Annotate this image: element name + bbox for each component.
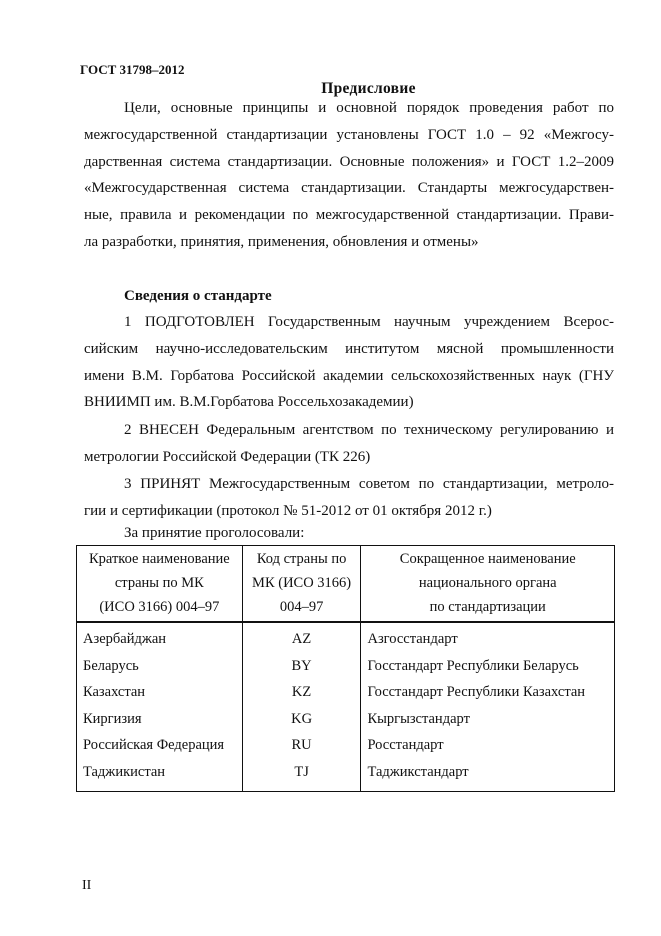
item-introduced <box>84 417 614 471</box>
text-line: сийским научно-исследовательским институтом мясной промышленности <box>84 340 614 357</box>
document-code: ГОСТ 31798–2012 <box>80 62 185 77</box>
header-body <box>361 546 615 623</box>
text-line: гии и сертификации (протокол № 51-2012 от 01 октября 2012 г.) <box>84 502 492 519</box>
cell-country: Казахстан <box>77 679 243 706</box>
text-line: 3 ПРИНЯТ Межгосударственным советом по стандартизации, метроло- <box>124 476 614 492</box>
cell-code: BY <box>242 653 361 680</box>
text-line: ВНИИМП им. В.М.Горбатова Россельхозакадемии) <box>84 394 414 411</box>
header-country <box>77 546 243 623</box>
text-line: «Межгосударственная система стандартизации. Стандарты межгосударствен- <box>84 180 614 197</box>
header-line: национального органа <box>418 575 557 591</box>
text-line: Цели, основные принципы и основной порядок проведения работ по <box>124 100 614 116</box>
header-code <box>242 546 361 623</box>
member-states-table <box>76 545 615 792</box>
table-row <box>77 759 615 792</box>
cell-body: Росстандарт <box>361 732 615 759</box>
table-row <box>77 622 615 653</box>
cell-country: Киргизия <box>77 706 243 733</box>
header-line: 004–97 <box>279 599 324 615</box>
item-adopted <box>84 471 614 525</box>
cell-body: Госстандарт Республики Беларусь <box>361 653 615 680</box>
cell-body: Таджикстандарт <box>361 759 615 792</box>
cell-country: Таджикистан <box>77 759 243 792</box>
text-line: 2 ВНЕСЕН Федеральным агентством по техническому регулированию и <box>124 422 614 438</box>
text-line: межгосударственной стандартизации установлены ГОСТ 1.0 – 92 «Межгосу- <box>84 126 614 143</box>
cell-code: AZ <box>242 622 361 653</box>
page-number: II <box>82 878 92 893</box>
cell-code: TJ <box>242 759 361 792</box>
cell-code: RU <box>242 732 361 759</box>
header-line: Код страны по <box>256 551 347 567</box>
header-line: Краткое наименование <box>88 551 230 567</box>
header-line: МК (ИСО 3166) <box>252 575 352 591</box>
text-line: 1 ПОДГОТОВЛЕН Государственным научным учреждением Всерос- <box>124 314 614 330</box>
text-line: ные, правила и рекомендации по межгосударственной стандартизации. Прави- <box>84 207 614 224</box>
cell-body: Госстандарт Республики Казахстан <box>361 679 615 706</box>
cell-code: KG <box>242 706 361 733</box>
table-row <box>77 653 615 680</box>
text-line: ла разработки, принятия, применения, обновления и отмены» <box>84 233 479 250</box>
cell-country: Российская Федерация <box>77 732 243 759</box>
cell-body: Азгосстандарт <box>361 622 615 653</box>
header-line: страны по МК <box>114 575 204 591</box>
header-line: по стандартизации <box>429 599 546 615</box>
cell-body: Кыргызстандарт <box>361 706 615 733</box>
table-row <box>77 732 615 759</box>
text-line: имени В.М. Горбатова Российской академии сельскохозяйственных наук (ГНУ <box>84 367 614 384</box>
voted-label: За принятие проголосовали: <box>124 525 305 541</box>
page-title-text: Предисловие <box>321 80 416 97</box>
foreword-paragraph <box>84 95 614 256</box>
cell-code: KZ <box>242 679 361 706</box>
cell-country: Азербайджан <box>77 622 243 653</box>
item-prepared <box>84 309 614 416</box>
table-row <box>77 679 615 706</box>
header-line: (ИСО 3166) 004–97 <box>99 599 220 615</box>
text-line: дарственная система стандартизации. Основные положения» и ГОСТ 1.2–2009 <box>84 153 614 170</box>
table-row <box>77 706 615 733</box>
header-line: Сокращенное наименование <box>399 551 576 567</box>
section-heading: Сведения о стандарте <box>124 288 272 304</box>
text-line: метрологии Российской Федерации (ТК 226) <box>84 448 371 465</box>
cell-country: Беларусь <box>77 653 243 680</box>
table-header-row <box>77 546 615 623</box>
